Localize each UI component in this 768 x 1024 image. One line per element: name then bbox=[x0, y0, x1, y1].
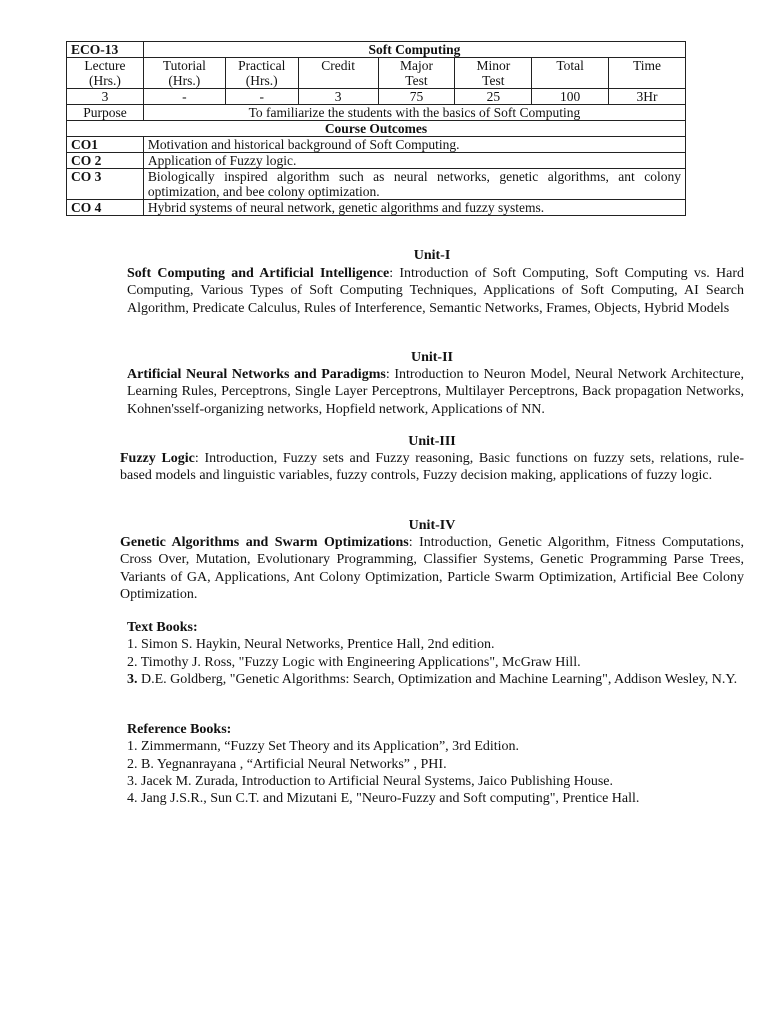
unit-content bbox=[127, 366, 744, 418]
unit-body: : Introduction to Neuron Model, Neural Network Architecture, Learning Rules, Perceptrons, Single Layer Perceptrons, Multilayer Perceptrons, Back propagation Networks, Kohnen'sself-organizing networks, Hopfield network, Applications of NN. bbox=[127, 367, 744, 417]
table-title-row bbox=[67, 42, 686, 58]
outcome-text: Hybrid systems of neural network, genetic algorithms and fuzzy systems. bbox=[143, 200, 685, 216]
outcome-text: Motivation and historical background of Soft Computing. bbox=[143, 137, 685, 153]
value-tutorial: - bbox=[143, 89, 225, 105]
book-item: 1. Simon S. Haykin, Neural Networks, Prentice Hall, 2nd edition. bbox=[127, 637, 495, 653]
course-code: ECO-13 bbox=[67, 42, 144, 58]
unit-content bbox=[120, 534, 744, 603]
book-item: 3. D.E. Goldberg, "Genetic Algorithms: Search, Optimization and Machine Learning", Addison Wesley, N.Y. bbox=[127, 671, 738, 687]
unit-body: : Introduction, Genetic Algorithm, Fitness Computations, Cross Over, Mutation, Evolutionary Programming, Classifier Systems, Genetic Programming Parse Trees, Variants of GA, Applications, Ant Colony Optimization, Particle Swarm Optimization, Artificial Bee Colony Optimization. bbox=[120, 535, 744, 602]
purpose-label: Purpose bbox=[67, 105, 144, 121]
unit-title: Unit-III bbox=[408, 434, 456, 449]
outcomes-heading-row bbox=[67, 121, 686, 137]
book-item: 3. Jacek M. Zurada, Introduction to Artificial Neural Systems, Jaico Publishing House. bbox=[127, 773, 614, 789]
outcome-code: CO 3 bbox=[67, 169, 144, 200]
outcome-code: CO 4 bbox=[67, 200, 144, 216]
header-minor-test: Minor Test bbox=[455, 58, 532, 89]
unit-content bbox=[120, 450, 744, 485]
unit-content bbox=[127, 265, 744, 317]
unit-body: : Introduction of Soft Computing, Soft Computing vs. Hard Computing, Various Types of Soft Computing Techniques, Applications of Soft Computing, AI Search Algorithm, Predicate Calculus, Rules of Interference, Semantic Networks, Frames, Objects, Hybrid Models bbox=[127, 266, 744, 316]
value-total: 100 bbox=[532, 89, 609, 105]
header-major-test: Major Test bbox=[378, 58, 455, 89]
outcome-row bbox=[67, 200, 686, 216]
unit-title: Unit-II bbox=[410, 350, 453, 365]
value-time: 3Hr bbox=[609, 89, 686, 105]
value-major-test: 75 bbox=[378, 89, 455, 105]
unit-heading: Artificial Neural Networks and Paradigms bbox=[127, 367, 386, 382]
unit-heading: Soft Computing and Artificial Intelligence bbox=[127, 266, 390, 281]
purpose-row bbox=[67, 105, 686, 121]
text-books-section bbox=[127, 619, 744, 688]
header-practical: Practical (Hrs.) bbox=[225, 58, 298, 89]
book-item: 2. B. Yegnanrayana , “Artificial Neural Networks” , PHI. bbox=[127, 756, 447, 772]
course-title: Soft Computing bbox=[143, 42, 685, 58]
header-tutorial: Tutorial (Hrs.) bbox=[143, 58, 225, 89]
outcome-code: CO 2 bbox=[67, 153, 144, 169]
outcome-text: Biologically inspired algorithm such as neural networks, genetic algorithms, ant colony optimization, and bee colony optimization. bbox=[143, 169, 685, 200]
outcome-code: CO1 bbox=[67, 137, 144, 153]
value-practical: - bbox=[225, 89, 298, 105]
unit-title: Unit-I bbox=[413, 248, 451, 263]
unit-heading: Genetic Algorithms and Swarm Optimizations bbox=[120, 535, 409, 550]
value-minor-test: 25 bbox=[455, 89, 532, 105]
header-lecture: Lecture (Hrs.) bbox=[67, 58, 144, 89]
outcome-row bbox=[67, 169, 686, 200]
book-item: 1. Zimmermann, “Fuzzy Set Theory and its Application”, 3rd Edition. bbox=[127, 739, 520, 755]
unit-body: : Introduction, Fuzzy sets and Fuzzy reasoning, Basic functions on fuzzy sets, relations, rule-based models and linguistic variables, fuzzy controls, Fuzzy decision making, applications of fuzzy logic. bbox=[120, 451, 744, 484]
value-lecture: 3 bbox=[67, 89, 144, 105]
header-time: Time bbox=[609, 58, 686, 89]
table-values-row bbox=[67, 89, 686, 105]
unit-heading: Fuzzy Logic bbox=[120, 451, 195, 466]
header-credit: Credit bbox=[298, 58, 378, 89]
outcome-row bbox=[67, 153, 686, 169]
value-credit: 3 bbox=[298, 89, 378, 105]
course-table bbox=[66, 41, 686, 216]
book-item: 4. Jang J.S.R., Sun C.T. and Mizutani E, "Neuro-Fuzzy and Soft computing", Prentice Hall. bbox=[127, 791, 640, 807]
reference-books-section bbox=[127, 721, 744, 807]
header-total: Total bbox=[532, 58, 609, 89]
reference-books-heading: Reference Books: bbox=[127, 722, 232, 737]
outcome-row bbox=[67, 137, 686, 153]
outcomes-heading: Course Outcomes bbox=[67, 121, 686, 137]
purpose-text: To familiarize the students with the basics of Soft Computing bbox=[143, 105, 685, 121]
text-books-heading: Text Books: bbox=[127, 620, 198, 635]
outcome-text: Application of Fuzzy logic. bbox=[143, 153, 685, 169]
book-item: 2. Timothy J. Ross, "Fuzzy Logic with Engineering Applications", McGraw Hill. bbox=[127, 654, 581, 670]
table-header-row bbox=[67, 58, 686, 89]
unit-title: Unit-IV bbox=[408, 518, 456, 533]
